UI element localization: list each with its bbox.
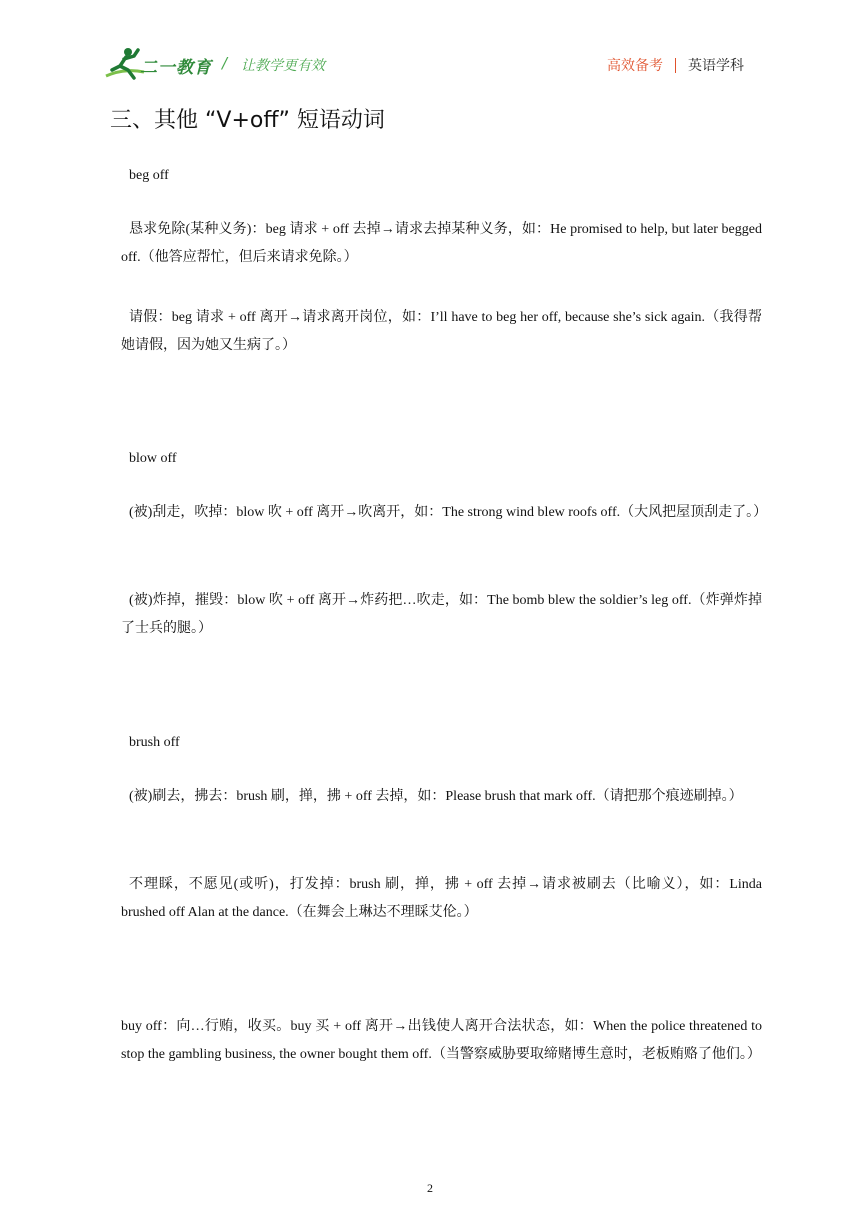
header-divider [675,58,676,73]
entry-buy-off: buy off：向…行贿，收买。buy 买 + off 离开→出钱使人离开合法状态，如：When the police threatened to stop the gambling business, the owner bought them off.（当警察威胁要取缔赌博生意时，老板贿赂了他们。） [121,1019,762,1062]
header-tagline: 高效备考 [607,58,663,74]
page-header [0,0,860,90]
section-title: 三、其他 “V+off” 短语动词 [110,108,385,133]
logo-text: 二一教育 [140,58,212,78]
header-subject: 英语学科 [688,58,744,74]
entry-meaning: (被)炸掉，摧毁：blow 吹 + off 离开→炸药把…吹走，如：The bomb blew the soldier’s leg off.（炸弹炸掉了士兵的腿。） [121,593,762,636]
entry-meaning: 请假：beg 请求 + off 离开→请求离开岗位，如：I’ll have to beg her off, because she’s sick again.（我得帮她请假，因为她又生病了。） [121,310,762,353]
entry-meaning: (被)刮走，吹掉：blow 吹 + off 离开→吹离开，如：The strong wind blew roofs off.（大风把屋顶刮走了。） [129,505,768,520]
entry-term-beg-off: beg off [129,168,169,183]
header-right [607,55,744,75]
entry-term-blow-off: blow off [129,451,177,466]
page-number: 2 [427,1181,433,1195]
entry-meaning: 恳求免除(某种义务)：beg 请求 + off 去掉→请求去掉某种义务，如：He promised to help, but later begged off.（他答应帮忙，但后来请求免除。） [121,222,762,265]
entry-meaning: 不理睬，不愿见(或听)，打发掉：brush 刷，掸，拂 + off 去掉→请求被刷去（比喻义），如：Linda brushed off Alan at the dance.（在舞会上琳达不理睬艾伦。） [121,877,762,920]
header-slash: / [222,54,228,72]
header-slogan: 让教学更有效 [241,58,325,74]
entry-meaning: (被)刷去，拂去：brush 刷，掸，拂 + off 去掉，如：Please brush that mark off.（请把那个痕迹刷掉。） [129,789,743,804]
entry-term-brush-off: brush off [129,735,180,750]
